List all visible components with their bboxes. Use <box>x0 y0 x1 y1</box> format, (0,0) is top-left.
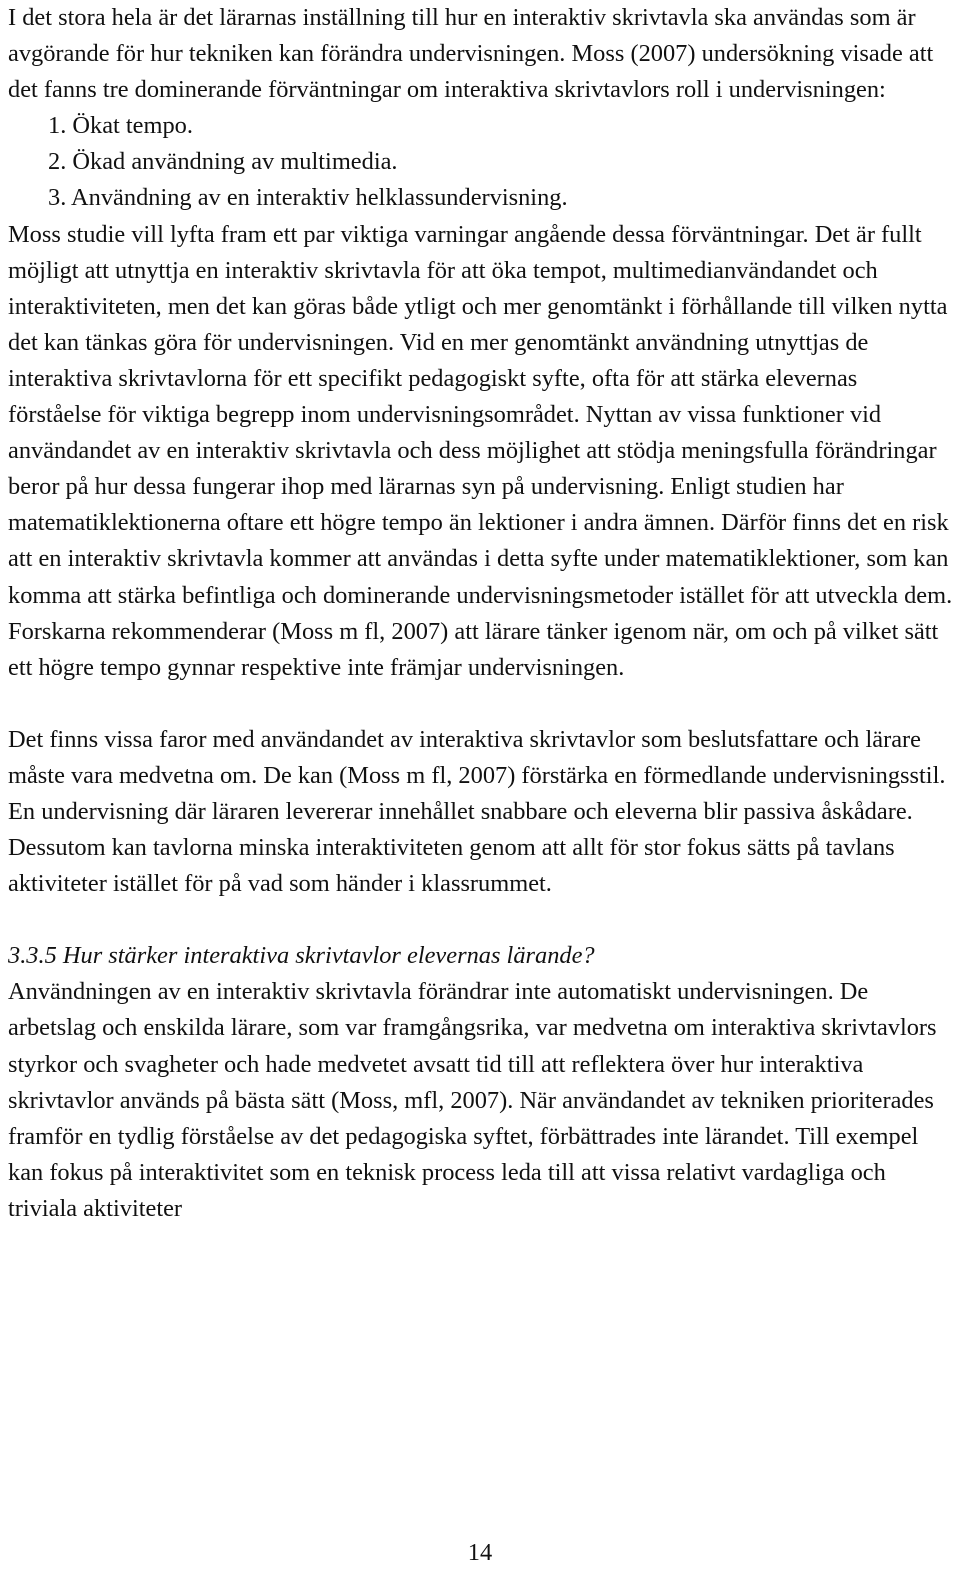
list-item: 1. Ökat tempo. <box>48 112 193 140</box>
paragraph-intro: I det stora hela är det lärarnas inställning till hur en interaktiv skrivtavla ska användas som är avgörande för hur tekniken kan förändra undervisningen. Moss (2007) undersökning visade att det fanns tre dominerande förväntningar om interaktiva skrivtavlors roll i undervisningen: <box>8 4 934 104</box>
expectations-list <box>8 108 956 216</box>
paragraph-gap <box>8 902 956 938</box>
page-number: 14 <box>467 1539 493 1566</box>
paragraph-moss-study: Moss studie vill lyfta fram ett par viktiga varningar angående dessa förväntningar. Det är fullt möjligt att utnyttja en interaktiv skrivtavla för att öka tempot, multimedianvändandet och interaktiviteten, men det kan göras både ytligt och mer genomtänkt i förhållande till vilken nytta det kan tänkas göra för undervisningen. Vid en mer genomtänkt användning utnyttjas de interaktiva skrivtavlorna för ett specifikt pedagogiskt syfte, ofta för att stärka elevernas förståelse för viktiga begrepp inom undervisningsområdet. Nyttan av vissa funktioner vid användandet av en interaktiv skrivtavla och dess möjlighet att stödja meningsfulla förändringar beror på hur dessa fungerar ihop med lärarnas syn på undervisning. Enligt studien har matematiklektionerna oftare ett högre tempo än lektioner i andra ämnen. Därför finns det en risk att en interaktiv skrivtavla kommer att användas i detta syfte under matematiklektioner, som kan komma att stärka befintliga och dominerande undervisningsmetoder istället för att utveckla dem. Forskarna rekommenderar (Moss m fl, 2007) att lärare tänker igenom när, om och på vilket sätt ett högre tempo gynnar respektive inte främjar undervisningen. <box>8 220 953 681</box>
section-heading: 3.3.5 Hur stärker interaktiva skrivtavlor elevernas lärande? <box>8 942 595 970</box>
document-page <box>8 0 956 1227</box>
list-item: 2. Ökad användning av multimedia. <box>48 148 398 176</box>
paragraph-gap <box>8 686 956 722</box>
paragraph-learning: Användningen av en interaktiv skrivtavla förändrar inte automatiskt undervisningen. De arbetslag och enskilda lärare, som var framgångsrika, var medvetna om interaktiva skrivtavlors styrkor och svagheter och hade medvetet avsatt tid till att reflektera över hur interaktiva skrivtavlor används på bästa sätt (Moss, mfl, 2007). När användandet av tekniken prioriterades framför en tydlig förståelse av det pedagogiska syftet, förbättrades inte lärandet. Till exempel kan fokus på interaktivitet som en teknisk process leda till att vissa relativt vardagliga och triviala aktiviteter <box>8 978 937 1222</box>
paragraph-dangers: Det finns vissa faror med användandet av interaktiva skrivtavlor som beslutsfattare och lärare måste vara medvetna om. De kan (Moss m fl, 2007) förstärka en förmedlande undervisningsstil. En undervisning där läraren levererar innehållet snabbare och eleverna blir passiva åskådare. Dessutom kan tavlorna minska interaktiviteten genom att allt för stor fokus sätts på tavlans aktiviteter istället för på vad som händer i klassrummet. <box>8 725 946 898</box>
list-item: 3. Användning av en interaktiv helklassundervisning. <box>48 184 568 212</box>
